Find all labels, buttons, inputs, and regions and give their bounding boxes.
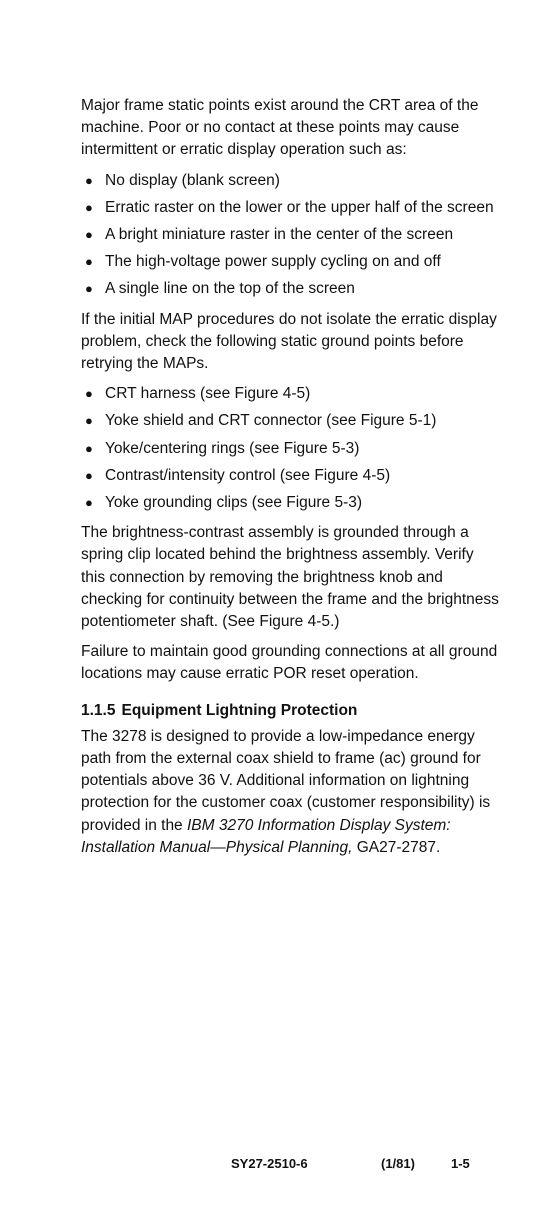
list-item-text: Yoke grounding clips (see Figure 5-3) [105, 494, 363, 512]
bullet-icon: ● [85, 413, 93, 429]
bullet-icon: ● [85, 281, 93, 297]
bullet-icon: ● [85, 467, 93, 483]
bullet-icon: ● [85, 227, 93, 243]
map-paragraph: If the initial MAP procedures do not isolate the erratic display problem, check the following static ground points before retrying the MAPs. [81, 310, 497, 373]
list-item [81, 197, 501, 219]
ground-point-list [81, 383, 501, 514]
list-item-text: A bright miniature raster in the center of the screen [105, 226, 454, 244]
list-item [81, 438, 501, 460]
page-number: 1-5 [451, 1156, 470, 1171]
list-item-text: Erratic raster on the lower or the upper half of the screen [105, 198, 494, 216]
bullet-icon: ● [85, 172, 93, 188]
bullet-icon: ● [85, 440, 93, 456]
list-item-text: Yoke shield and CRT connector (see Figure 5-1) [105, 412, 437, 430]
section-heading [81, 700, 501, 722]
failure-paragraph: Failure to maintain good grounding connections at all ground locations may cause erratic POR reset operation. [81, 643, 498, 683]
list-item-text: The high-voltage power supply cycling on and off [105, 253, 441, 271]
manual-title: IBM 3270 Information Display System: Installation Manual—Physical Planning, [81, 816, 451, 856]
lightning-paragraph [81, 726, 501, 859]
revision-date: (1/81) [381, 1156, 415, 1171]
list-item-text: Contrast/intensity control (see Figure 4-5) [105, 466, 391, 484]
section-number: 1.1.5 [81, 701, 116, 719]
form-number: SY27-2510-6 [231, 1156, 308, 1171]
list-item-text: No display (blank screen) [105, 171, 280, 189]
list-item-text: A single line on the top of the screen [105, 280, 355, 298]
list-item [81, 465, 501, 487]
list-item [81, 170, 501, 192]
bullet-icon: ● [85, 254, 93, 270]
bullet-icon: ● [85, 495, 93, 511]
document-page [81, 95, 501, 867]
list-item-text: CRT harness (see Figure 4-5) [105, 385, 311, 403]
symptom-list [81, 170, 501, 301]
section-title: Equipment Lightning Protection [121, 701, 358, 719]
manual-number: GA27-2787. [356, 838, 441, 856]
intro-paragraph: Major frame static points exist around the CRT area of the machine. Poor or no contact at these points may cause intermittent or erratic display operation such as: [81, 97, 479, 159]
brightness-paragraph: The brightness-contrast assembly is grounded through a spring clip located behind the brightness assembly. Verify this connection by removing the brightness knob and checking for continuity between the frame and the brightness potentiometer shaft. (See Figure 4-5.) [81, 524, 499, 631]
list-item [81, 410, 501, 432]
bullet-icon: ● [85, 199, 93, 215]
list-item [81, 224, 501, 246]
list-item [81, 492, 501, 514]
list-item [81, 278, 501, 300]
list-item [81, 251, 501, 273]
bullet-icon: ● [85, 386, 93, 402]
list-item [81, 383, 501, 405]
lightning-body-text: The 3278 is designed to provide a low-impedance energy path from the external coax shield to frame (ac) ground for potentials above 36 V. Additional information on lightning protection for the customer coax (customer responsibility) is provided in the [81, 727, 491, 834]
list-item-text: Yoke/centering rings (see Figure 5-3) [105, 439, 360, 457]
